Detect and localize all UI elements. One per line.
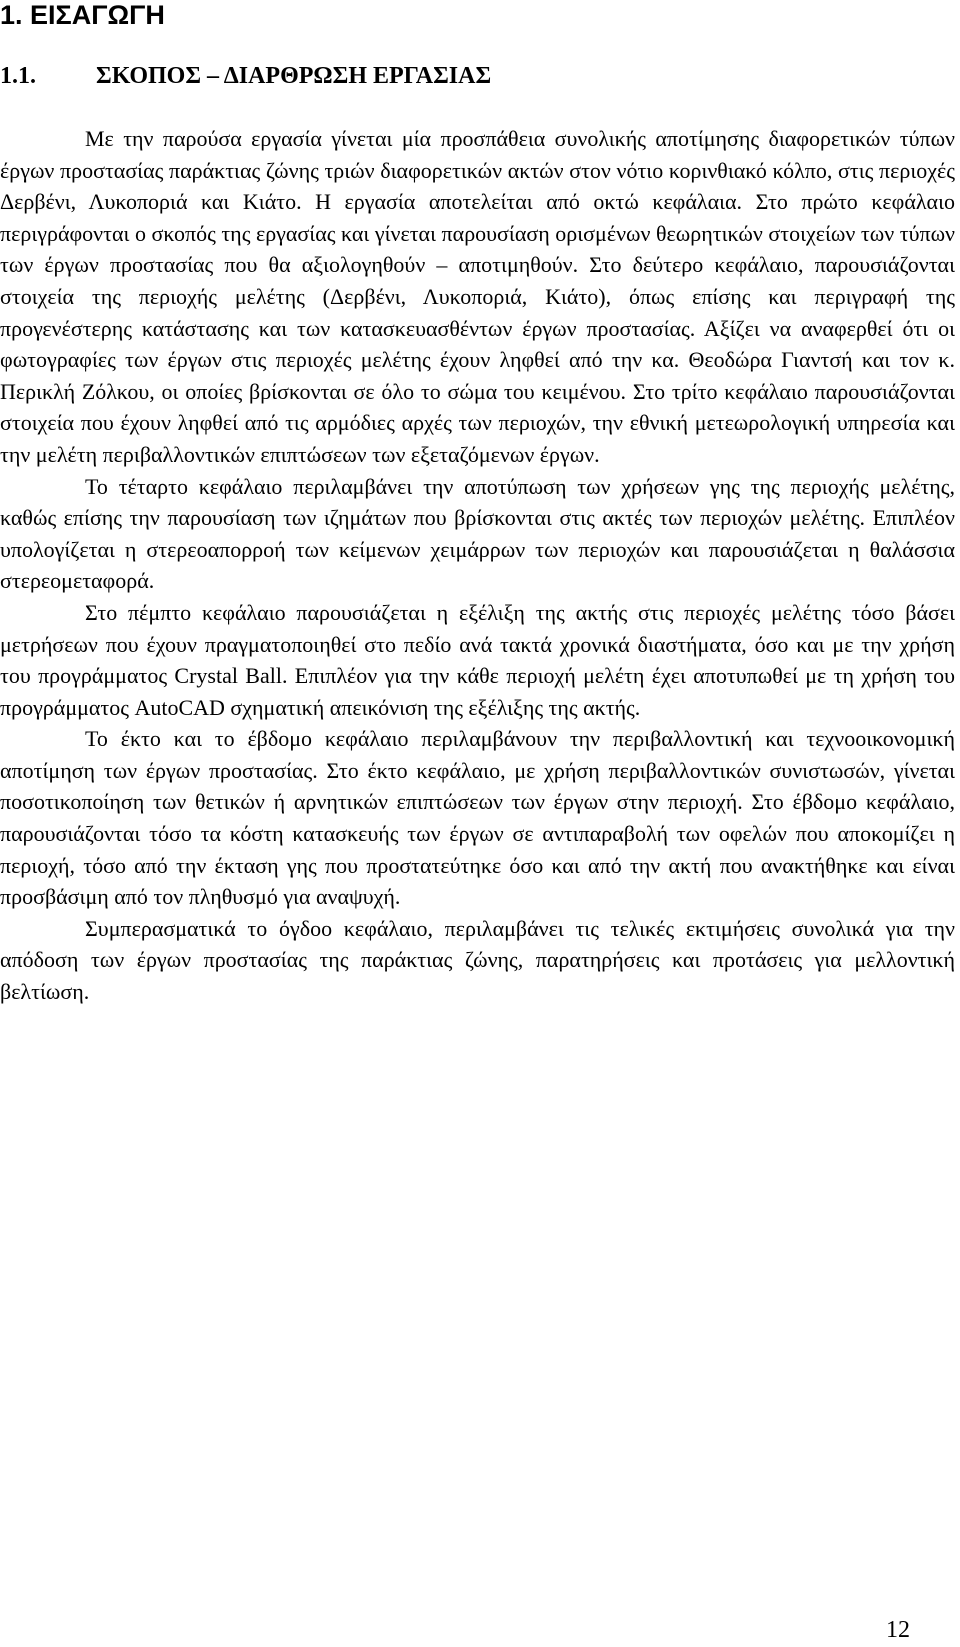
chapter-number: 1.: [0, 0, 23, 30]
paragraph-chapter-5: Στο πέμπτο κεφάλαιο παρουσιάζεται η εξέλιξη της ακτής στις περιοχές μελέτης τόσο βάσει μετρήσεων που έχουν πραγματοποιηθεί στο πεδίο ανά τακτά χρονικά διαστήματα, όσο και με την χρήση του προγράμματος Crystal Ball. Επιπλέον για την κάθε περιοχή μελέτη έχει αποτυπωθεί με τη χρήση του προγράμματος AutoCAD σχηματική απεικόνιση της εξέλιξης της ακτής.: [0, 599, 955, 720]
body-text: [0, 123, 955, 1008]
section-heading: [0, 62, 491, 90]
section-title: ΣΚΟΠΟΣ – ΔΙΑΡΘΡΩΣΗ ΕΡΓΑΣΙΑΣ: [96, 63, 492, 89]
paragraph-chapter-8: Συμπερασματικά το όγδοο κεφάλαιο, περιλαμβάνει τις τελικές εκτιμήσεις συνολικά για την απόδοση των έργων προστασίας της παράκτιας ζώνης, παρατηρήσεις και προτάσεις για μελλοντική βελτίωση.: [0, 915, 955, 1005]
chapter-title: ΕΙΣΑΓΩΓΗ: [30, 0, 165, 30]
chapter-heading: [0, 0, 165, 30]
page-number: 12: [886, 1617, 910, 1643]
section-number: 1.1.: [0, 63, 36, 89]
paragraph-chapters-6-7: Το έκτο και το έβδομο κεφάλαιο περιλαμβάνουν την περιβαλλοντική και τεχνοοικονομική αποτίμηση των έργων προστασίας. Στο έκτο κεφάλαιο, με χρήση περιβαλλοντικών συνιστωσών, γίνεται ποσοτικοποίηση των θετικών ή αρνητικών επιπτώσεων των έργων στην περιοχή. Στο έβδομο κεφάλαιο, παρουσιάζονται τόσο τα κόστη κατασκευής των έργων σε αντιπαραβολή των οφελών που αποκομίζει η περιοχή, τόσο από την έκταση γης που προστατεύτηκε όσο και από την ακτή που ανακτήθηκε και είναι προσβάσιμη από τον πληθυσμό για αναψυχή.: [0, 726, 955, 910]
paragraph-chapter-4: Το τέταρτο κεφάλαιο περιλαμβάνει την αποτύπωση των χρήσεων γης της περιοχής μελέτης, καθώς επίσης την παρουσίαση των ιζημάτων που βρίσκονται στις ακτές των περιοχών μελέτης. Επιπλέον υπολογίζεται η στερεοαπορροή των κείμενων χειμάρρων των περιοχών και παρουσιάζεται η θαλάσσια στερεομεταφορά.: [0, 473, 955, 594]
paragraph-intro: Με την παρούσα εργασία γίνεται μία προσπάθεια συνολικής αποτίμησης διαφορετικών τύπων έργων προστασίας παράκτιας ζώνης τριών διαφορετικών ακτών στον νότιο κορινθιακό κόλπο, στις περιοχές Δερβένι, Λυκοποριά και Κιάτο. Η εργασία αποτελείται από οκτώ κεφάλαια. Στο πρώτο κεφάλαιο περιγράφονται ο σκοπός της εργασίας και γίνεται παρουσίαση ορισμένων θεωρητικών στοιχείων των τύπων των έργων προστασίας που θα αξιολογηθούν – αποτιμηθούν. Στο δεύτερο κεφάλαιο, παρουσιάζονται στοιχεία της περιοχής μελέτης (Δερβένι, Λυκοποριά, Κιάτο), όπως επίσης και περιγραφή της προγενέστερης κατάστασης και των κατασκευασθέντων έργων προστασίας. Αξίζει να αναφερθεί ότι οι φωτογραφίες των έργων στις περιοχές μελέτης έχουν ληφθεί από την κα. Θεοδώρα Γιαντσή και τον κ. Περικλή Ζόλκου, οι οποίες βρίσκονται σε όλο το σώμα του κειμένου. Στο τρίτο κεφάλαιο παρουσιάζονται στοιχεία που έχουν ληφθεί από τις αρμόδιες αρχές των περιοχών, την εθνική μετεωρολογική υπηρεσία και την μελέτη περιβαλλοντικών επιπτώσεων των εξεταζόμενων έργων.: [0, 126, 955, 467]
